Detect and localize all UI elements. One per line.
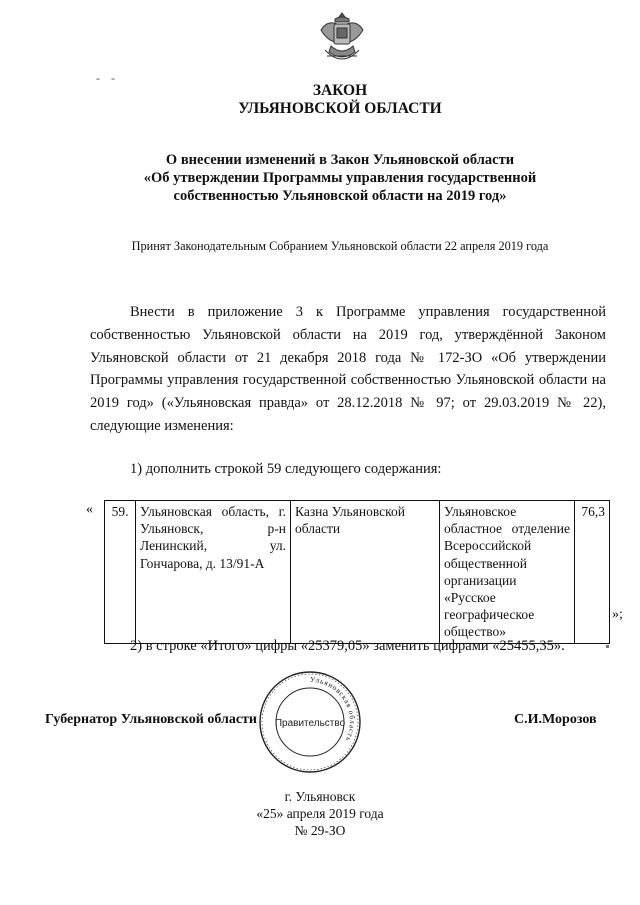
region-title: УЛЬЯНОВСКОЙ ОБЛАСТИ [238,100,442,117]
stray-mark [606,645,609,648]
document-type: ЗАКОН [312,82,368,99]
seal-ring-text: Ульяновская область [309,674,357,744]
amendment-table [104,500,610,644]
margin-mark: - - [96,71,119,85]
main-paragraph: Внести в приложение 3 к Программе управления государственной собственностью Ульяновской области на 2019 год, утверждённой Законом Ульяновской области от 21 декабря 2018 года № 172-ЗО «Об утверждении Программы управления государственной собственностью Ульяновской области на 2019 год» («Ульяновская правда» от 28.12.2018 № 97; от 29.03.2019 № 22), следующие изменения: [90,304,606,434]
amendment-item-1: 1) дополнить строкой 59 следующего содержания: [130,461,442,477]
row-number: 59. [105,501,136,644]
amendment-item-2: 2) в строке «Итого» цифры «25379,05» заменить цифрами «25455,35». [130,638,565,654]
signatory-title: Губернатор Ульяновской области [45,712,257,727]
seal-center-text: Правительство [274,718,346,729]
law-number: № 29-ЗО [294,823,346,838]
property-owner: Казна Ульяновской области [291,501,440,644]
property-area: 76,3 [575,501,610,644]
city: г. Ульяновск [284,789,356,804]
coat-of-arms-icon [317,10,367,66]
signing-date: «25» апреля 2019 года [256,806,384,821]
table-row [105,501,610,644]
property-holder: Ульяновское областное отделение Всероссийской общественной организации «Русское географическое общество» [440,501,575,644]
quote-open: « [86,502,93,517]
signatory-name: С.И.Морозов [514,712,597,727]
official-seal-icon [256,668,364,776]
subject-line-3: собственностью Ульяновской области на 2019 год» [173,188,507,204]
subject-line-1: О внесении изменений в Закон Ульяновской области [165,152,515,168]
subject-line-2: «Об утверждении Программы управления государственной [143,170,537,186]
adoption-note: Принят Законодательным Собранием Ульяновской области 22 апреля 2019 года [131,239,549,253]
svg-text:Ульяновская область [310,675,357,744]
quote-close: »; [612,607,623,622]
property-address: Ульяновская область, г. Ульяновск, р-н Ленинский, ул. Гончарова, д. 13/91-А [136,501,291,644]
